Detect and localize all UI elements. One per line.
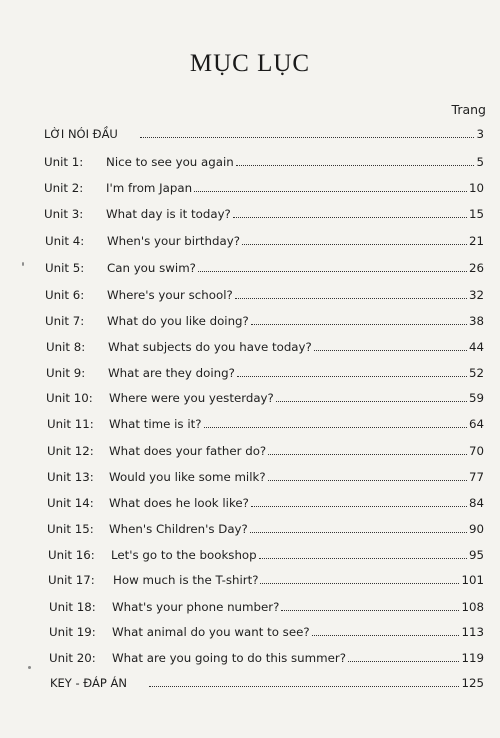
toc-entry-title: When's your birthday? [107,234,240,248]
toc-entry-title: What animal do you want to see? [112,625,310,639]
toc-entry [45,258,484,276]
toc-entry-unit: Unit 1: [44,155,84,169]
toc-entry-title: Where were you yesterday? [109,391,274,405]
toc-dot-leader [140,137,475,138]
toc-dot-leader [268,454,467,455]
toc-entry-title: LỜI NÓI ĐẦU [44,127,118,141]
toc-entry-unit: Unit 11: [47,417,94,431]
toc-entry-page: 21 [468,234,484,248]
toc-entry-unit: Unit 5: [45,261,85,275]
toc-entry-title: What subjects do you have today? [108,340,312,354]
toc-entry [49,622,484,640]
page-title: MỤC LỤC [189,50,311,77]
toc-entry-page: 108 [461,600,484,614]
toc-entry-title: What does your father do? [109,444,267,458]
toc-dot-leader [198,271,467,272]
toc-entry [47,414,484,432]
page-column-label: Trang [451,102,486,117]
toc-entry [47,467,484,485]
toc-entry-page: 64 [468,417,484,431]
toc-entry-unit: Unit 17: [48,573,95,587]
toc-entry-unit: Unit 7: [45,314,85,328]
toc-entry-page: 77 [468,470,484,484]
toc-entry-page: 32 [468,288,484,302]
toc-entry-page: 5 [476,155,484,169]
toc-entry-page: 44 [468,340,484,354]
toc-entry-page: 26 [468,261,484,275]
toc-entry-page: 38 [468,314,484,328]
toc-dot-leader [251,324,467,325]
toc-entry [47,519,484,537]
toc-entry-page: 84 [468,496,484,510]
toc-entry-page: 10 [468,181,484,195]
toc-entry [47,493,484,511]
toc-entry-unit: Unit 16: [48,548,95,562]
toc-entry-page: 70 [468,444,484,458]
toc-entry [46,363,484,381]
toc-entry [45,231,484,249]
toc-entry-answer-key [50,673,484,691]
toc-entry-page: 3 [476,127,484,141]
toc-entry-unit: Unit 20: [49,651,96,665]
toc-dot-leader [276,401,467,402]
toc-dot-leader [312,635,460,636]
toc-entry-title: What day is it today? [106,207,231,221]
toc-dot-leader [281,610,459,611]
toc-dot-leader [268,480,467,481]
toc-entry [47,441,484,459]
toc-entry-title: Where's your school? [107,288,233,302]
toc-entry-title: What do you like doing? [107,314,249,328]
toc-entry-title: KEY - ĐÁP ÁN [50,676,127,690]
toc-dot-leader [314,350,467,351]
print-speck [28,666,31,669]
toc-entry [49,597,484,615]
toc-dot-leader [149,686,460,687]
toc-entry-preface [44,124,484,142]
print-speck [22,262,24,266]
toc-entry-unit: Unit 14: [47,496,94,510]
toc-entry-unit: Unit 6: [45,288,85,302]
toc-dot-leader [348,661,459,662]
toc-entry-unit: Unit 2: [44,181,84,195]
toc-dot-leader [250,532,467,533]
toc-entry [46,388,484,406]
toc-entry-title: What's your phone number? [112,600,280,614]
toc-entry-page: 15 [468,207,484,221]
toc-entry-page: 59 [468,391,484,405]
toc-entry-unit: Unit 15: [47,522,94,536]
toc-entry-unit: Unit 8: [46,340,86,354]
toc-entry-title: What are they doing? [108,366,235,380]
toc-entry-title: When's Children's Day? [109,522,248,536]
toc-dot-leader [242,244,467,245]
toc-entry [45,285,484,303]
toc-entry-unit: Unit 3: [44,207,84,221]
toc-entry-page: 113 [461,625,484,639]
toc-entry [48,570,484,588]
toc-entry-title: Can you swim? [107,261,196,275]
toc-entry-title: Would you like some milk? [109,470,266,484]
toc-entry-title: Nice to see you again [106,155,234,169]
toc-entry [44,178,484,196]
toc-entry-page: 119 [461,651,484,665]
toc-entry-unit: Unit 10: [46,391,93,405]
toc-entry [46,337,484,355]
toc-entry [48,545,484,563]
toc-entry-unit: Unit 9: [46,366,86,380]
toc-dot-leader [235,298,467,299]
toc-entry-unit: Unit 4: [45,234,85,248]
toc-entry-title: What time is it? [109,417,202,431]
toc-dot-leader [204,427,467,428]
toc-dot-leader [194,191,467,192]
toc-dot-leader [260,583,459,584]
toc-dot-leader [251,506,467,507]
toc-dot-leader [259,558,467,559]
toc-entry-unit: Unit 18: [49,600,96,614]
toc-entry-page: 52 [468,366,484,380]
toc-entry [44,204,484,222]
toc-entry-unit: Unit 13: [47,470,94,484]
toc-entry-unit: Unit 19: [49,625,96,639]
toc-entry-page: 90 [468,522,484,536]
toc-entry-title: What does he look like? [109,496,249,510]
toc-dot-leader [233,217,467,218]
toc-entry-title: How much is the T-shirt? [113,573,259,587]
toc-entry-title: What are you going to do this summer? [112,651,346,665]
toc-entry-page: 125 [461,676,484,690]
toc-entry [44,152,484,170]
toc-entry-page: 101 [461,573,484,587]
toc-entry [49,648,484,666]
toc-dot-leader [237,376,467,377]
toc-entry-title: I'm from Japan [106,181,193,195]
toc-dot-leader [236,165,475,166]
toc-entry-unit: Unit 12: [47,444,94,458]
toc-entry-page: 95 [468,548,484,562]
toc-entry-title: Let's go to the bookshop [111,548,257,562]
toc-entry [45,311,484,329]
